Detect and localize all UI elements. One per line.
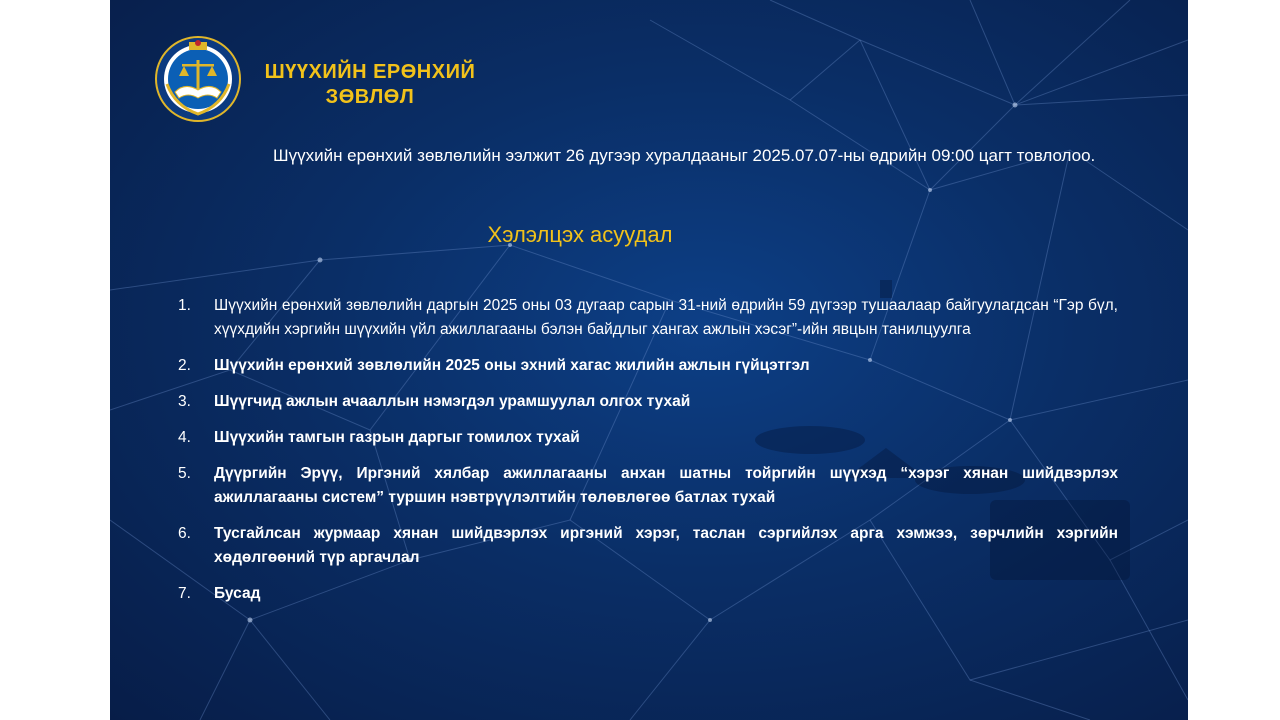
agenda-item-text: Дүүргийн Эрүү, Иргэний хялбар ажиллагааны анхан шатны тойргийн шүүхэд “хэрэг хянан шийдвэрлэх ажиллагааны систем” туршин нэвтрүүлэлтийн төлөвлөгөө батлах тухай xyxy=(214,465,1118,506)
agenda-item-text: Шүүхийн ерөнхий зөвлөлийн даргын 2025 оны 03 дугаар сарын 31-ний өдрийн 59 дүгээр тушаалаар байгуулагдсан “Гэр бүл, хүүхдийн хэргийн шүүхийн үйл ажиллагааны бэлэн байдлыг хангах ажлын хэсэг”-ийн явцын танилцуулга xyxy=(214,297,1118,338)
agenda-item-number: 4. xyxy=(178,429,191,446)
supreme-council-emblem-icon xyxy=(155,36,241,122)
agenda-item xyxy=(178,390,1118,414)
agenda-item xyxy=(178,582,1118,606)
agenda-item-number: 1. xyxy=(178,297,191,314)
agenda-item-text: Бусад xyxy=(214,585,261,602)
meeting-announcement: Шүүхийн ерөнхий зөвлөлийн ээлжит 26 дугээр хуралдааныг 2025.07.07-ны өдрийн 09:00 цагт товлолоо. xyxy=(273,146,1096,165)
agenda-item-number: 5. xyxy=(178,465,191,482)
slide xyxy=(110,0,1188,720)
agenda-item xyxy=(178,522,1118,570)
organization-name-line1: ШҮҮХИЙН ЕРӨНХИЙ xyxy=(264,61,476,83)
agenda-item-text: Шүүгчид ажлын ачааллын нэмэгдэл урамшуулал олгох тухай xyxy=(214,393,691,410)
agenda-item-number: 3. xyxy=(178,393,191,410)
agenda-item-number: 6. xyxy=(178,525,191,542)
agenda-item xyxy=(178,354,1118,378)
agenda-item-text: Шүүхийн тамгын газрын даргыг томилох тухай xyxy=(214,429,580,446)
agenda-item xyxy=(178,294,1118,342)
agenda-list xyxy=(178,294,1118,618)
organization-name xyxy=(260,60,480,110)
agenda-item xyxy=(178,426,1118,450)
agenda-item xyxy=(178,462,1118,510)
organization-name-line2: ЗӨВЛӨЛ xyxy=(325,86,415,108)
agenda-item-number: 7. xyxy=(178,585,191,602)
agenda-item-text: Шүүхийн ерөнхий зөвлөлийн 2025 оны эхний хагас жилийн ажлын гүйцэтгэл xyxy=(214,357,810,374)
agenda-item-number: 2. xyxy=(178,357,191,374)
agenda-item-text: Тусгайлсан журмаар хянан шийдвэрлэх иргэний хэрэг, таслан сэргийлэх арга хэмжээ, зөрчлийн хэргийн хөдөлгөөний түр аргачлал xyxy=(214,525,1118,566)
agenda-heading: Хэлэлцэх асуудал xyxy=(487,222,673,247)
